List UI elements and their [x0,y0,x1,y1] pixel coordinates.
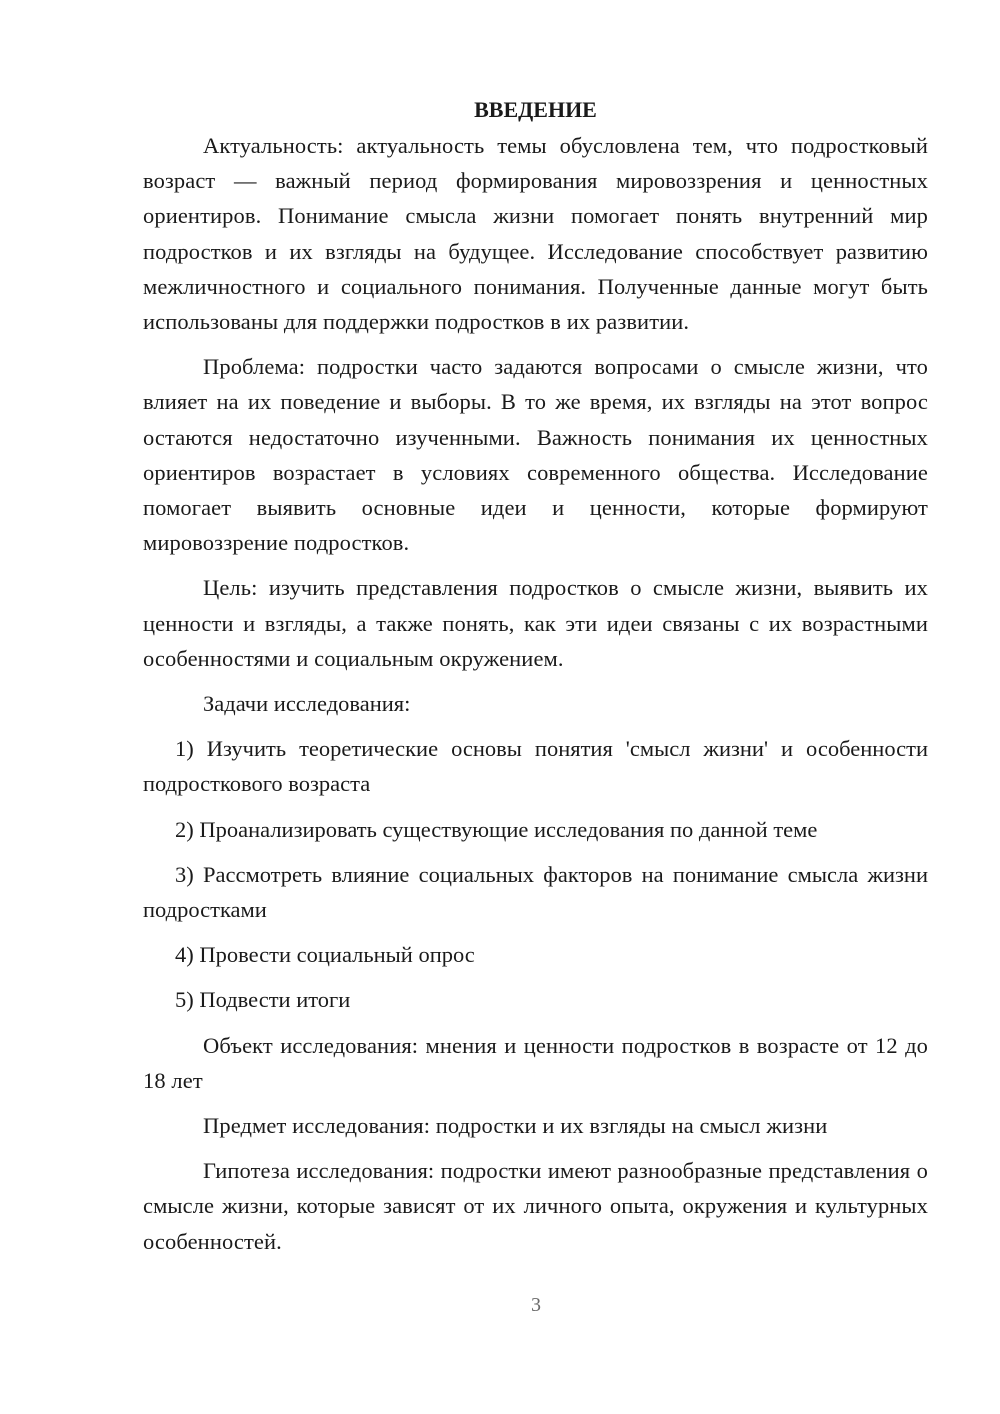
list-item: 3) Рассмотреть влияние социальных факторов на понимание смысла жизни подростками [143,861,928,923]
paragraph-goal: Цель: изучить представления подростков о смысле жизни, выявить их ценности и взгляды, а также понять, как эти идеи связаны с их возрастными особенностями и социальным окружением. [143,575,928,671]
tasks-list [143,731,928,1017]
page-number: 3 [531,1294,541,1316]
paragraph-object: Объект исследования: мнения и ценности подростков в возрасте от 12 до 18 лет [143,1032,928,1093]
paragraph-relevance: Актуальность: актуальность темы обусловлена тем, что подростковый возраст — важный период формирования мировоззрения и ценностных ориентиров. Понимание смысла жизни помогает понять внутренний мир подростков и их взгляды на будущее. Исследование способствует развитию межличностного и социального понимания. Полученные данные могут быть использованы для поддержки подростков в их развитии. [143,133,928,335]
list-item: 4) Провести социальный опрос [175,942,475,968]
page-title: ВВЕДЕНИЕ [474,97,597,122]
list-item: 2) Проанализировать существующие исследования по данной теме [175,816,818,842]
paragraph-problem: Проблема: подростки часто задаются вопросами о смысле жизни, что влияет на их поведение и выборы. В то же время, их взгляды на этот вопрос остаются недостаточно изученными. Важность понимания их ценностных ориентиров возрастает в условиях современного общества. Исследование помогает выявить основные идеи и ценности, которые формируют мировоззрение подростков. [143,354,928,556]
document-page [143,92,928,1269]
tasks-heading: Задачи исследования: [203,691,411,717]
paragraph-hypothesis: Гипотеза исследования: подростки имеют разнообразные представления о смысле жизни, которые зависят от их личного опыта, окружения и культурных особенностей. [143,1158,928,1254]
list-item: 5) Подвести итоги [175,987,351,1013]
list-item: 1) Изучить теоретические основы понятия 'смысл жизни' и особенности подросткового возраста [143,736,928,797]
paragraph-subject: Предмет исследования: подростки и их взгляды на смысл жизни [203,1113,828,1139]
